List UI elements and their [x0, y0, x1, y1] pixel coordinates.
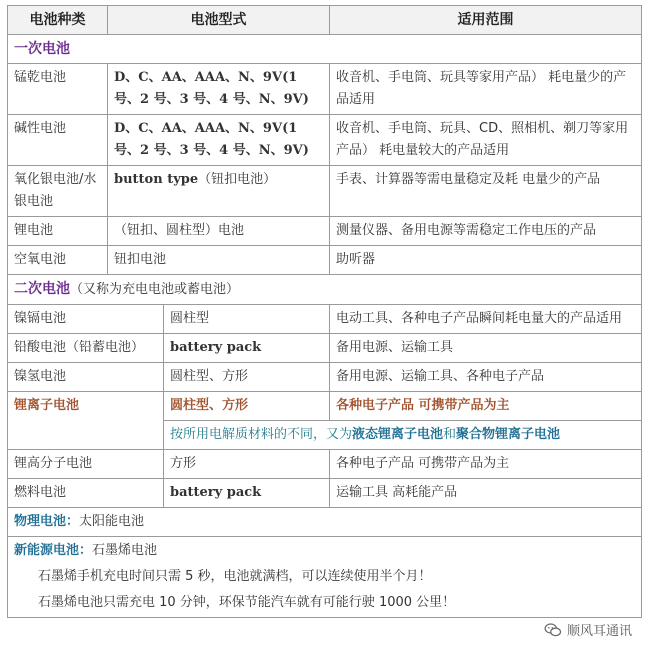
battery-type: 镍氢电池	[8, 363, 164, 392]
battery-form: D、C、AA、AAA、N、9V(1 号、2 号、3 号、4 号、N、9V)	[108, 64, 330, 115]
physical-battery-cell	[8, 508, 642, 537]
battery-table	[7, 5, 642, 618]
note-term-liquid: 液态锂离子电池	[352, 427, 444, 442]
watermark	[542, 620, 634, 639]
battery-form: D、C、AA、AAA、N、9V(1 号、2 号、3 号、4 号、N、9V)	[108, 115, 330, 166]
battery-form: （钮扣、圆柱型）电池	[108, 217, 330, 246]
new-energy-cell	[8, 537, 642, 618]
battery-form: 圆柱型	[164, 305, 330, 334]
new-energy-head	[14, 540, 635, 562]
battery-type: 锂电池	[8, 217, 108, 246]
note-term-polymer: 聚合物锂离子电池	[456, 427, 561, 442]
new-energy-value: 石墨烯电池	[92, 543, 158, 558]
battery-usage: 手表、计算器等需电量稳定及耗 电量少的产品	[330, 166, 642, 217]
physical-value: 太阳能电池	[79, 514, 145, 529]
table-row	[8, 166, 642, 217]
table-row	[8, 217, 642, 246]
battery-form: 钮扣电池	[108, 246, 330, 275]
battery-usage: 各种电子产品 可携带产品为主	[330, 450, 642, 479]
header-type: 电池种类	[8, 6, 108, 35]
table-row	[8, 479, 642, 508]
battery-type: 锰乾电池	[8, 64, 108, 115]
li-ion-note	[164, 421, 642, 450]
battery-usage: 备用电源、运输工具	[330, 334, 642, 363]
battery-type: 锂离子电池	[8, 392, 164, 450]
new-energy-row	[8, 537, 642, 618]
table-row	[8, 363, 642, 392]
battery-usage: 备用电源、运输工具、各种电子产品	[330, 363, 642, 392]
note-and: 和	[443, 427, 457, 442]
battery-form: 圆柱型、方形	[164, 392, 330, 421]
form-rest: （钮扣电池）	[198, 172, 277, 187]
new-energy-line-2: 石墨烯电池只需充电 10 分钟，环保节能汽车就有可能行驶 1000 公里！	[38, 595, 456, 610]
battery-form: 圆柱型、方形	[164, 363, 330, 392]
section-title: 二次电池	[14, 281, 70, 297]
section-primary	[8, 35, 642, 64]
section-note: （又称为充电电池或蓄电池）	[70, 282, 240, 297]
battery-type: 锂高分子电池	[8, 450, 164, 479]
section-title-cell	[8, 275, 642, 305]
battery-usage: 电动工具、各种电子产品瞬间耗电量大的产品适用	[330, 305, 642, 334]
battery-usage: 助听器	[330, 246, 642, 275]
new-energy-label: 新能源电池：	[14, 543, 93, 558]
table-row	[8, 450, 642, 479]
battery-usage: 收音机、手电筒、玩具、CD、照相机、剃刀等家用产品） 耗电量较大的产品适用	[330, 115, 642, 166]
header-usage: 适用范围	[330, 6, 642, 35]
battery-usage: 运输工具 高耗能产品	[330, 479, 642, 508]
table-row	[8, 334, 642, 363]
battery-type: 镍镉电池	[8, 305, 164, 334]
physical-label: 物理电池：	[14, 514, 80, 529]
wechat-icon	[544, 621, 562, 639]
battery-type: 氧化银电池/水银电池	[8, 166, 108, 217]
section-secondary	[8, 275, 642, 305]
table-row	[8, 115, 642, 166]
battery-usage: 收音机、手电筒、玩具等家用产品） 耗电量少的产品适用	[330, 64, 642, 115]
table-row-li-ion	[8, 392, 642, 421]
battery-usage: 各种电子产品 可携带产品为主	[330, 392, 642, 421]
form-bold: button type	[114, 172, 199, 187]
new-energy-line-1: 石墨烯手机充电时间只需 5 秒，电池就满档，可以连续使用半个月！	[38, 569, 432, 584]
note-prefix: 按所用电解质材料的不同，又为	[170, 427, 353, 442]
table-row	[8, 305, 642, 334]
battery-usage: 测量仪器、备用电源等需稳定工作电压的产品	[330, 217, 642, 246]
header-form: 电池型式	[108, 6, 330, 35]
watermark-text: 顺风耳通讯	[566, 624, 632, 639]
physical-battery-row	[8, 508, 642, 537]
battery-form	[108, 166, 330, 217]
battery-type: 空氧电池	[8, 246, 108, 275]
header-row	[8, 6, 642, 35]
battery-type: 碱性电池	[8, 115, 108, 166]
battery-form: battery pack	[164, 334, 330, 363]
battery-form: battery pack	[164, 479, 330, 508]
table-row	[8, 246, 642, 275]
section-title: 一次电池	[8, 35, 642, 64]
battery-type: 燃料电池	[8, 479, 164, 508]
battery-form: 方形	[164, 450, 330, 479]
table-row	[8, 64, 642, 115]
battery-type: 铅酸电池（铅蓄电池）	[8, 334, 164, 363]
